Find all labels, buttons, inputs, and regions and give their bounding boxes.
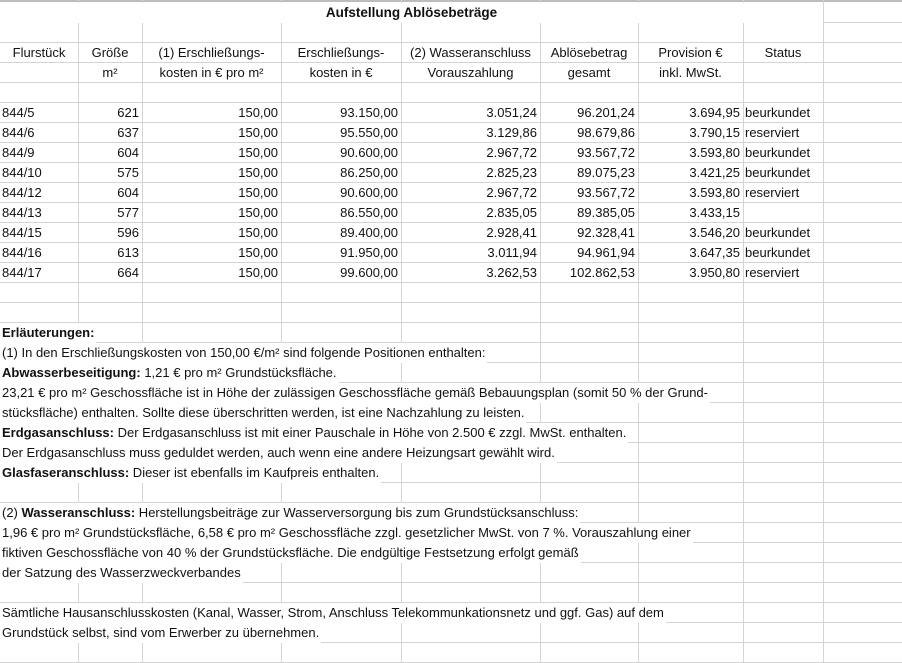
cell-status[interactable]: beurkundet	[745, 165, 811, 180]
cell-flurstueck[interactable]: 844/9	[2, 145, 35, 160]
cell-status[interactable]: beurkundet	[745, 245, 811, 260]
cell-preis-m2[interactable]: 150,00	[238, 145, 278, 160]
cell-groesse[interactable]: 596	[117, 225, 139, 240]
cell-groesse[interactable]: 575	[117, 165, 139, 180]
column-header-provision-line1: Provision €	[658, 45, 723, 60]
gridline	[638, 0, 639, 663]
cell-groesse[interactable]: 637	[117, 125, 139, 140]
note-abwasser-text: 1,21 € pro m² Grundstücksfläche.	[140, 365, 337, 380]
note-erschliessung: (1) In den Erschließungskosten von 150,00 €/m² sind folgende Positionen enthalten:	[0, 343, 487, 363]
cell-groesse[interactable]: 664	[117, 265, 139, 280]
cell-provision[interactable]: 3.421,25	[689, 165, 740, 180]
note-erdgas-line2: Der Erdgasanschluss muss geduldet werden, auch wenn eine andere Heizungsart gewählt wird.	[0, 443, 557, 463]
cell-erschliessungskosten[interactable]: 86.250,00	[340, 165, 398, 180]
cell-status[interactable]: reserviert	[745, 185, 800, 200]
cell-provision[interactable]: 3.593,80	[689, 185, 740, 200]
cell-erschliessungskosten[interactable]: 95.550,00	[340, 125, 398, 140]
column-header-abloesebetrag-line2: gesamt	[567, 65, 611, 80]
cell-flurstueck[interactable]: 844/15	[2, 225, 42, 240]
note-abwasser	[0, 363, 339, 383]
cell-abloesebetrag[interactable]: 93.567,72	[577, 185, 635, 200]
cell-abloesebetrag[interactable]: 96.201,24	[577, 105, 635, 120]
cell-erschliessungskosten[interactable]: 86.550,00	[340, 205, 398, 220]
cell-provision[interactable]: 3.647,35	[689, 245, 740, 260]
column-header-wasseranschluss-line2: Vorauszahlung	[427, 65, 514, 80]
cell-preis-m2[interactable]: 150,00	[238, 205, 278, 220]
column-header-erschliessungskosten-line1: Erschließungs-	[297, 45, 385, 60]
column-header-groesse-line1: Größe	[91, 45, 129, 60]
cell-flurstueck[interactable]: 844/13	[2, 205, 42, 220]
cell-status[interactable]: reserviert	[745, 265, 800, 280]
column-header-status-line2	[743, 63, 823, 83]
column-header-preis-m2-line1: (1) Erschließungs-	[158, 45, 265, 60]
cell-groesse[interactable]: 577	[117, 205, 139, 220]
cell-erschliessungskosten[interactable]: 89.400,00	[340, 225, 398, 240]
column-header-groesse-line2: m²	[102, 65, 118, 80]
grid-top-border	[0, 0, 902, 2]
cell-groesse[interactable]: 621	[117, 105, 139, 120]
cell-preis-m2[interactable]: 150,00	[238, 185, 278, 200]
cell-preis-m2[interactable]: 150,00	[238, 105, 278, 120]
gridline	[401, 0, 402, 663]
cell-status[interactable]: beurkundet	[745, 105, 811, 120]
note-glasfaser-label: Glasfaseranschluss:	[2, 465, 130, 480]
gridline	[0, 302, 902, 303]
note-geschoss-line2: stücksfläche) enthalten. Sollte diese überschritten werden, ist eine Nachzahlung zu leisten.	[0, 403, 526, 423]
cell-abloesebetrag[interactable]: 93.567,72	[577, 145, 635, 160]
cell-abloesebetrag[interactable]: 94.961,94	[577, 245, 635, 260]
cell-status[interactable]: beurkundet	[745, 225, 811, 240]
cell-wasseranschluss[interactable]: 2.825,23	[486, 165, 537, 180]
column-header-wasseranschluss-line1: (2) Wasseranschluss	[410, 45, 531, 60]
cell-erschliessungskosten[interactable]: 90.600,00	[340, 145, 398, 160]
cell-preis-m2[interactable]: 150,00	[238, 225, 278, 240]
cell-provision[interactable]: 3.433,15	[689, 205, 740, 220]
cell-status[interactable]: beurkundet	[745, 145, 811, 160]
note-wasser-line2: 1,96 € pro m² Grundstücksfläche, 6,58 € pro m² Geschossfläche zzgl. gesetzlicher MwSt. von 7 %. Vorauszahlung einer	[0, 523, 693, 543]
cell-flurstueck[interactable]: 844/12	[2, 185, 42, 200]
gridline	[281, 0, 282, 663]
cell-wasseranschluss[interactable]: 2.967,72	[486, 185, 537, 200]
column-header-flurstueck-line2	[0, 63, 78, 83]
note-erdgas-text: Der Erdgasanschluss ist mit einer Pauschale in Höhe von 2.500 € zzgl. MwSt. enthalten.	[114, 425, 627, 440]
note-wasser-label: Wasseranschluss:	[21, 505, 136, 520]
note-erdgas-label: Erdgasanschluss:	[2, 425, 114, 440]
note-hausanschluss-line1: Sämtliche Hausanschlusskosten (Kanal, Wasser, Strom, Anschluss Telekommunkationsnetz und ggf. Gas) auf dem	[0, 603, 666, 623]
gridline	[540, 0, 541, 663]
cell-preis-m2[interactable]: 150,00	[238, 125, 278, 140]
cell-status[interactable]	[743, 203, 823, 223]
gridline	[823, 0, 824, 663]
cell-erschliessungskosten[interactable]: 90.600,00	[340, 185, 398, 200]
cell-preis-m2[interactable]: 150,00	[238, 165, 278, 180]
cell-abloesebetrag[interactable]: 98.679,86	[577, 125, 635, 140]
column-header-erschliessungskosten-line2: kosten in €	[309, 65, 373, 80]
cell-provision[interactable]: 3.593,80	[689, 145, 740, 160]
cell-abloesebetrag[interactable]: 102.862,53	[569, 265, 635, 280]
cell-flurstueck[interactable]: 844/16	[2, 245, 42, 260]
cell-groesse[interactable]: 604	[117, 185, 139, 200]
note-wasser-prefix: (2)	[2, 505, 22, 520]
cell-status[interactable]: reserviert	[745, 125, 800, 140]
cell-abloesebetrag[interactable]: 92.328,41	[577, 225, 635, 240]
cell-groesse[interactable]: 613	[117, 245, 139, 260]
cell-abloesebetrag[interactable]: 89.075,23	[577, 165, 635, 180]
cell-preis-m2[interactable]: 150,00	[238, 245, 278, 260]
column-header-status-line1: Status	[764, 45, 802, 60]
cell-wasseranschluss[interactable]: 2.835,05	[486, 205, 537, 220]
note-wasser-text: Herstellungsbeiträge zur Wasserversorgung bis zum Grundstücksanschluss:	[135, 505, 579, 520]
note-geschoss-line1: 23,21 € pro m² Geschossfläche ist in Höhe der zulässigen Geschossfläche gemäß Bebauungsplan (somit 50 % der Grund-	[0, 383, 710, 403]
note-erdgas	[0, 423, 628, 443]
cell-wasseranschluss[interactable]: 2.928,41	[486, 225, 537, 240]
cell-flurstueck[interactable]: 844/6	[2, 125, 35, 140]
cell-preis-m2[interactable]: 150,00	[238, 265, 278, 280]
cell-abloesebetrag[interactable]: 89.385,05	[577, 205, 635, 220]
note-wasser-line4: der Satzung des Wasserzweckverbandes	[0, 563, 243, 583]
cell-provision[interactable]: 3.694,95	[689, 105, 740, 120]
gridline	[743, 0, 744, 663]
cell-erschliessungskosten[interactable]: 93.150,00	[340, 105, 398, 120]
cell-provision[interactable]: 3.790,15	[689, 125, 740, 140]
cell-wasseranschluss[interactable]: 3.262,53	[486, 265, 537, 280]
column-header-preis-m2-line2: kosten in € pro m²	[159, 65, 264, 80]
cell-groesse[interactable]: 604	[117, 145, 139, 160]
cell-flurstueck[interactable]: 844/5	[2, 105, 35, 120]
cell-erschliessungskosten[interactable]: 99.600,00	[340, 265, 398, 280]
notes-heading: Erläuterungen:	[0, 323, 96, 343]
note-glasfaser-text: Dieser ist ebenfalls im Kaufpreis enthalten.	[129, 465, 380, 480]
cell-wasseranschluss[interactable]: 3.051,24	[486, 105, 537, 120]
cell-wasseranschluss[interactable]: 2.967,72	[486, 145, 537, 160]
note-abwasser-label: Abwasserbeseitigung:	[2, 365, 141, 380]
column-header-abloesebetrag-line1: Ablösebetrag	[550, 45, 628, 60]
cell-wasseranschluss[interactable]: 3.129,86	[486, 125, 537, 140]
column-header-flurstueck-line1: Flurstück	[12, 45, 66, 60]
cell-provision[interactable]: 3.950,80	[689, 265, 740, 280]
note-wasser-line3: fiktiven Geschossfläche von 40 % der Grundstücksfläche. Die endgültige Festsetzung erfolgt gemäß	[0, 543, 581, 563]
cell-provision[interactable]: 3.546,20	[689, 225, 740, 240]
cell-wasseranschluss[interactable]: 3.011,94	[487, 245, 537, 260]
gridline	[0, 322, 902, 323]
column-header-provision-line2: inkl. MwSt.	[659, 65, 722, 80]
sheet-title: Aufstellung Ablösebeträge	[0, 3, 823, 23]
cell-flurstueck[interactable]: 844/10	[2, 165, 42, 180]
cell-flurstueck[interactable]: 844/17	[2, 265, 42, 280]
note-hausanschluss-line2: Grundstück selbst, sind vom Erwerber zu übernehmen.	[0, 623, 321, 643]
note-glasfaser	[0, 463, 381, 483]
note-wasser	[0, 503, 580, 523]
cell-erschliessungskosten[interactable]: 91.950,00	[340, 245, 398, 260]
